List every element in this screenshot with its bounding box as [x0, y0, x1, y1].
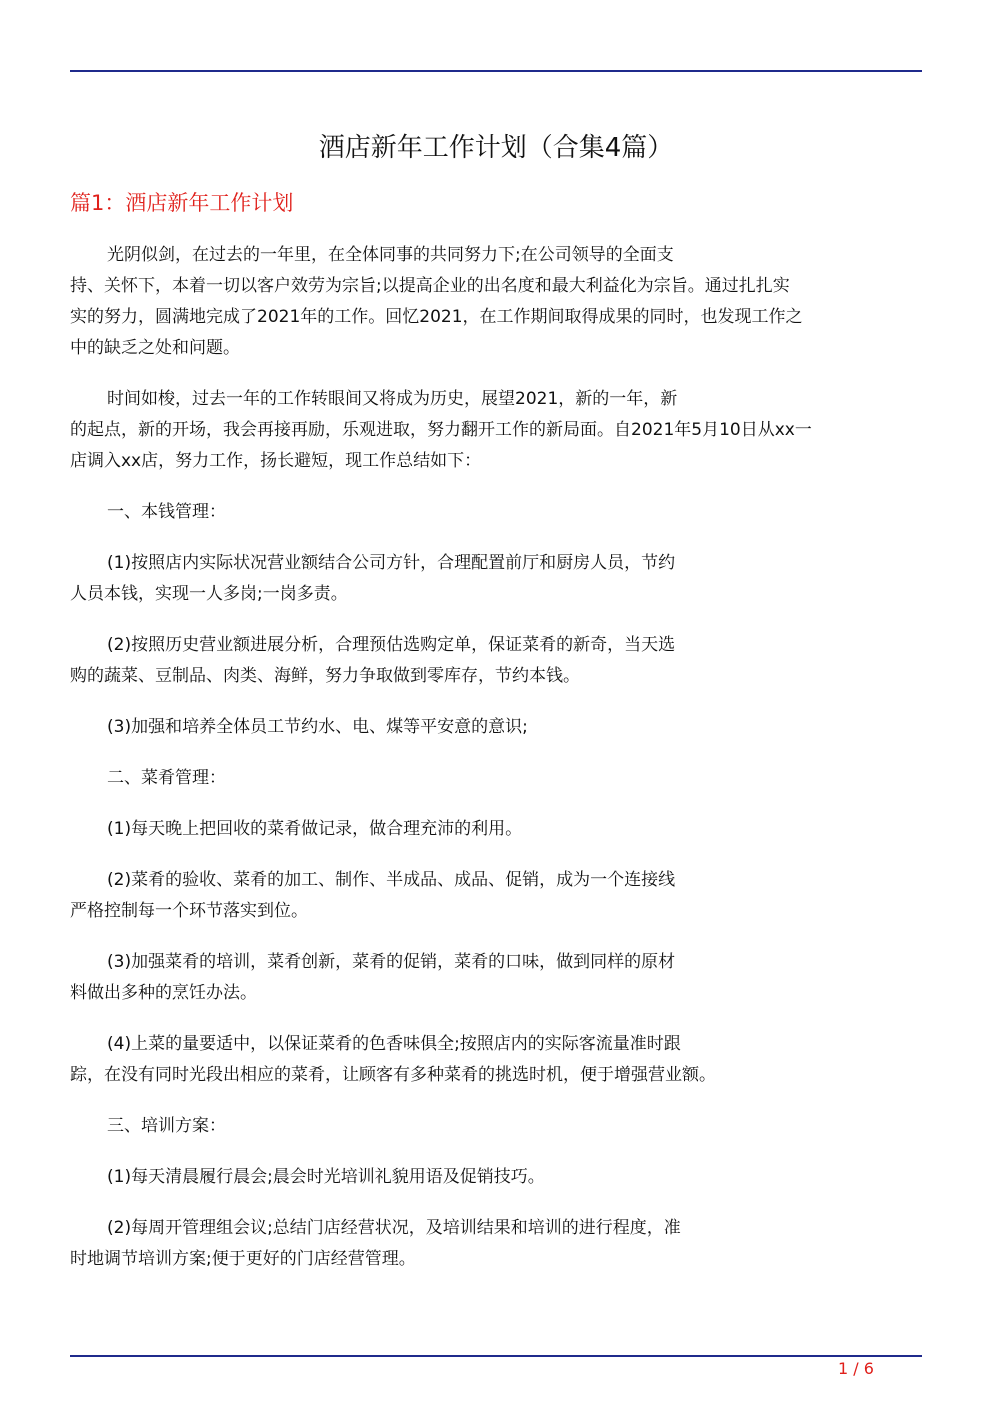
paragraph-line: (2)每周开管理组会议;总结门店经营状况，及培训结果和培训的进行程度，准 [107, 1218, 681, 1238]
paragraph-line: 的起点，新的开场，我会再接再励，乐观进取，努力翻开工作的新局面。自2021年5月10日从xx一 [70, 420, 812, 440]
paragraph-line: 严格控制每一个环节落实到位。 [70, 901, 308, 921]
paragraph [70, 240, 922, 364]
footer-rule [70, 1355, 922, 1357]
paragraph-line: 光阴似剑，在过去的一年里，在全体同事的共同努力下;在公司领导的全面支 [107, 245, 674, 265]
paragraph [70, 384, 922, 477]
paragraph-line: 店调入xx店，努力工作，扬长避短，现工作总结如下： [70, 451, 482, 471]
paragraph [70, 865, 922, 927]
paragraph [70, 630, 922, 692]
document-title: 酒店新年工作计划（合集4篇） [318, 133, 674, 163]
paragraph [70, 763, 922, 794]
header-rule [70, 70, 922, 72]
document-body [70, 240, 922, 1295]
paragraph-line: 二、菜肴管理： [107, 768, 226, 788]
paragraph [70, 947, 922, 1009]
page-number: 1 / 6 [838, 1359, 874, 1378]
paragraph [70, 712, 922, 743]
paragraph [70, 1029, 922, 1091]
paragraph [70, 1213, 922, 1275]
paragraph-line: 人员本钱，实现一人多岗;一岗多责。 [70, 584, 348, 604]
paragraph-line: (3)加强菜肴的培训，菜肴创新，菜肴的促销，菜肴的口味，做到同样的原材 [107, 952, 676, 972]
paragraph-line: 时地调节培训方案;便于更好的门店经营管理。 [70, 1249, 416, 1269]
paragraph-line: 一、本钱管理： [107, 502, 226, 522]
paragraph-line: 料做出多种的烹饪办法。 [70, 983, 257, 1003]
paragraph-line: 踪，在没有同时光段出相应的菜肴，让顾客有多种菜肴的挑选时机，便于增强营业额。 [70, 1065, 716, 1085]
paragraph [70, 814, 922, 845]
paragraph-line: (2)按照历史营业额进展分析，合理预估选购定单，保证菜肴的新奇，当天选 [107, 635, 676, 655]
paragraph-line: 三、培训方案： [107, 1116, 226, 1136]
paragraph-line: 时间如梭，过去一年的工作转眼间又将成为历史，展望2021，新的一年，新 [107, 389, 678, 409]
paragraph-line: (1)按照店内实际状况营业额结合公司方针，合理配置前厅和厨房人员，节约 [107, 553, 676, 573]
paragraph-line: 实的努力，圆满地完成了2021年的工作。回忆2021，在工作期间取得成果的同时，也发现工作之 [70, 307, 803, 327]
paragraph-line: (1)每天清晨履行晨会;晨会时光培训礼貌用语及促销技巧。 [107, 1167, 545, 1187]
paragraph [70, 497, 922, 528]
paragraph-line: (2)菜肴的验收、菜肴的加工、制作、半成品、成品、促销，成为一个连接线 [107, 870, 676, 890]
paragraph-line: 购的蔬菜、豆制品、肉类、海鲜，努力争取做到零库存，节约本钱。 [70, 666, 580, 686]
paragraph-line: (1)每天晚上把回收的菜肴做记录，做合理充沛的利用。 [107, 819, 523, 839]
paragraph [70, 548, 922, 610]
paragraph-line: (4)上菜的量要适中，以保证菜肴的色香味俱全;按照店内的实际客流量准时跟 [107, 1034, 681, 1054]
paragraph [70, 1162, 922, 1193]
paragraph-line: 持、关怀下，本着一切以客户效劳为宗旨;以提高企业的出名度和最大利益化为宗旨。通过扎扎实 [70, 276, 790, 296]
section-heading: 篇1：酒店新年工作计划 [70, 191, 294, 215]
paragraph-line: (3)加强和培养全体员工节约水、电、煤等平安意的意识; [107, 717, 528, 737]
paragraph [70, 1111, 922, 1142]
paragraph-line: 中的缺乏之处和问题。 [70, 338, 240, 358]
